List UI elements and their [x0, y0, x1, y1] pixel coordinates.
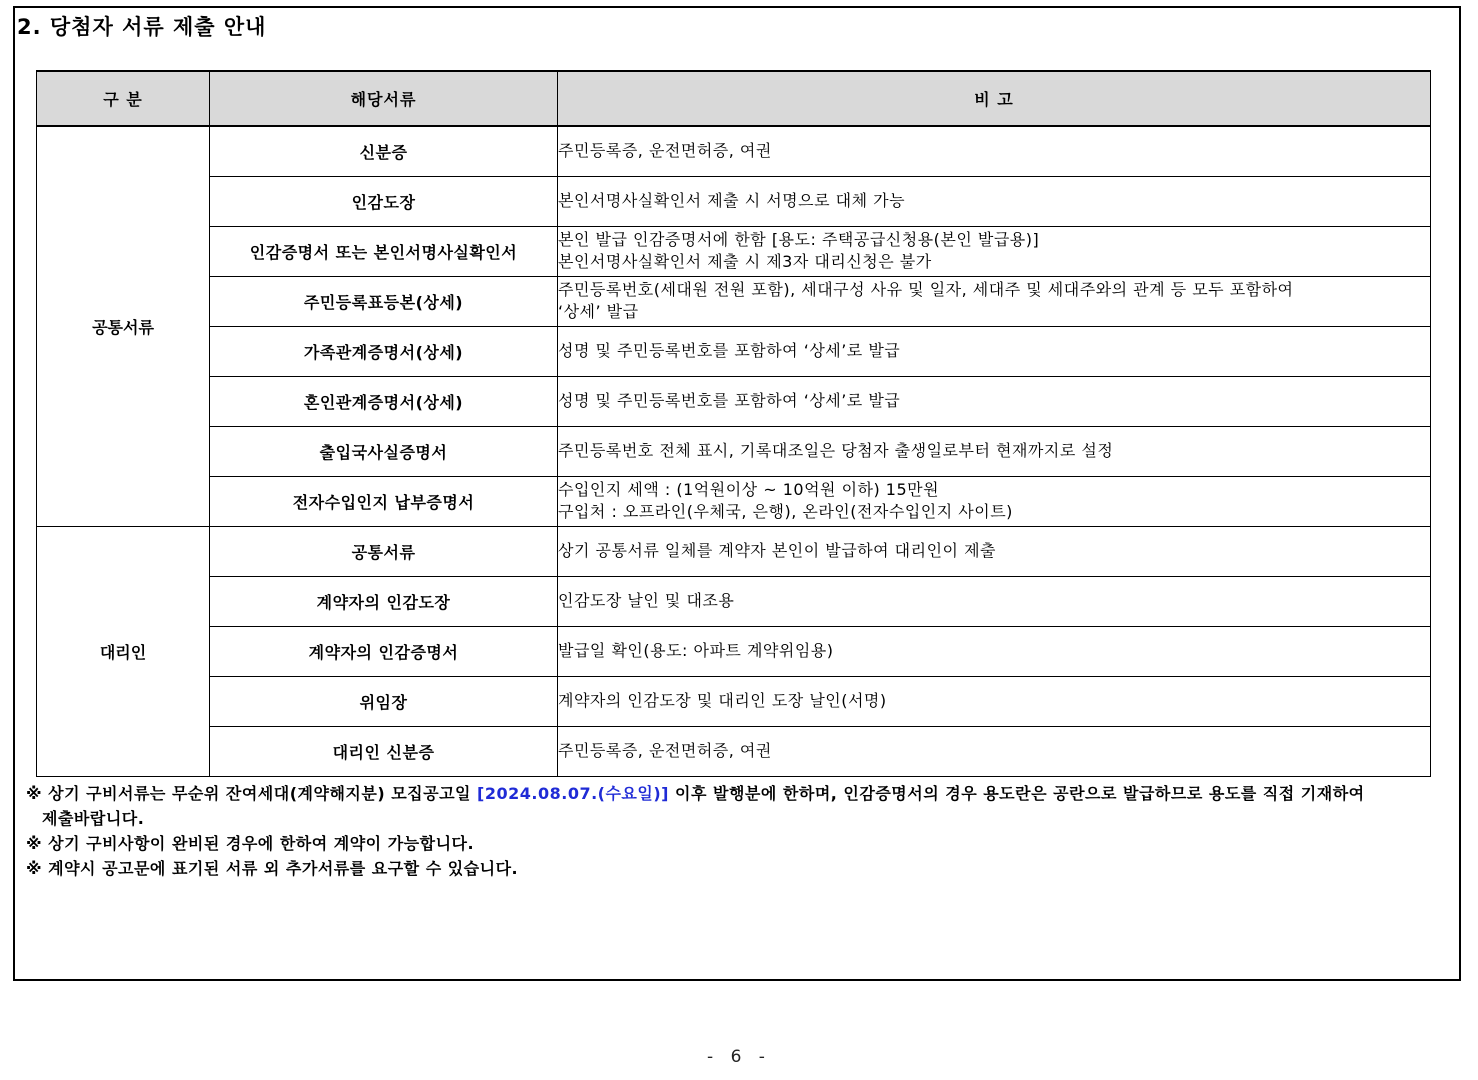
remarks-line: 발급일 확인(용도: 아파트 계약위임용) — [558, 641, 834, 660]
document-name-cell: 위임장 — [210, 676, 558, 726]
note-line-1: ※ 상기 구비서류는 무순위 잔여세대(계약해지분) 모집공고일 [2024.08.07.(수요일)] 이후 발행분에 한하며, 인감증명서의 경우 용도란은 공란으로 발급하므로 용도를 직접 기재하여 — [26, 784, 1365, 803]
page-number: - 6 - — [707, 1047, 771, 1067]
table-header-row — [37, 71, 1431, 126]
document-name-cell: 대리인 신분증 — [210, 726, 558, 776]
document-name-cell: 계약자의 인감도장 — [210, 576, 558, 626]
document-name-cell: 계약자의 인감증명서 — [210, 626, 558, 676]
remarks-line: 주민등록번호(세대원 전원 포함), 세대구성 사유 및 일자, 세대주 및 세대주와의 관계 등 모두 포함하여 — [558, 280, 1294, 299]
remarks-line: 인감도장 날인 및 대조용 — [558, 591, 735, 610]
table-row — [37, 426, 1431, 476]
document-name-cell: 인감증명서 또는 본인서명사실확인서 — [210, 226, 558, 276]
document-name-cell: 공통서류 — [210, 526, 558, 576]
remarks-cell — [558, 226, 1431, 276]
header-category: 구 분 — [37, 71, 210, 126]
remarks-line: 본인 발급 인감증명서에 한함 [용도: 주택공급신청용(본인 발급용)] — [558, 230, 1040, 249]
remarks-cell — [558, 326, 1431, 376]
document-name-cell: 가족관계증명서(상세) — [210, 326, 558, 376]
table-row — [37, 176, 1431, 226]
remarks-cell — [558, 476, 1431, 526]
header-remarks: 비 고 — [558, 71, 1431, 126]
section-title: 2. 당첨자 서류 제출 안내 — [17, 15, 267, 39]
table-row — [37, 126, 1431, 176]
table-body — [37, 126, 1431, 776]
header-document: 해당서류 — [210, 71, 558, 126]
document-name-cell: 주민등록표등본(상세) — [210, 276, 558, 326]
remarks-line: 상기 공통서류 일체를 계약자 본인이 발급하여 대리인이 제출 — [558, 541, 997, 560]
remarks-line: 주민등록증, 운전면허증, 여권 — [558, 741, 772, 760]
document-name-cell: 출입국사실증명서 — [210, 426, 558, 476]
table-row — [37, 576, 1431, 626]
remarks-line: 성명 및 주민등록번호를 포함하여 ‘상세’로 발급 — [558, 391, 901, 410]
note-line-3: ※ 계약시 공고문에 표기된 서류 외 추가서류를 요구할 수 있습니다. — [26, 859, 519, 878]
category-cell: 대리인 — [37, 526, 210, 776]
remarks-cell — [558, 626, 1431, 676]
remarks-line: 계약자의 인감도장 및 대리인 도장 날인(서명) — [558, 691, 887, 710]
note-line-1-cont: 제출바랍니다. — [42, 809, 145, 828]
remarks-line: 주민등록증, 운전면허증, 여권 — [558, 141, 772, 161]
table-row — [37, 326, 1431, 376]
notes-block — [26, 781, 1446, 881]
remarks-line: 성명 및 주민등록번호를 포함하여 ‘상세’로 발급 — [558, 341, 901, 360]
documents-table — [36, 70, 1431, 777]
remarks-cell — [558, 126, 1431, 176]
document-name-cell: 인감도장 — [210, 176, 558, 226]
document-name-cell: 신분증 — [210, 126, 558, 176]
remarks-line: ‘상세’ 발급 — [558, 302, 639, 321]
table-row — [37, 626, 1431, 676]
remarks-cell — [558, 176, 1431, 226]
remarks-line: 본인서명사실확인서 제출 시 제3자 대리신청은 불가 — [558, 252, 932, 271]
table-row — [37, 526, 1431, 576]
category-cell: 공통서류 — [37, 126, 210, 526]
remarks-cell — [558, 276, 1431, 326]
remarks-cell — [558, 676, 1431, 726]
table-row — [37, 276, 1431, 326]
announcement-date: [2024.08.07.(수요일)] — [477, 784, 669, 803]
remarks-cell — [558, 426, 1431, 476]
document-frame — [13, 6, 1461, 981]
remarks-line: 본인서명사실확인서 제출 시 서명으로 대체 가능 — [558, 191, 906, 210]
table-row — [37, 676, 1431, 726]
table-row — [37, 476, 1431, 526]
remarks-cell — [558, 726, 1431, 776]
document-name-cell: 혼인관계증명서(상세) — [210, 376, 558, 426]
remarks-line: 구입처 : 오프라인(우체국, 은행), 온라인(전자수입인지 사이트) — [558, 502, 1013, 521]
document-name-cell: 전자수입인지 납부증명서 — [210, 476, 558, 526]
remarks-line: 주민등록번호 전체 표시, 기록대조일은 당첨자 출생일로부터 현재까지로 설정 — [558, 441, 1114, 460]
table-row — [37, 226, 1431, 276]
remarks-cell — [558, 576, 1431, 626]
remarks-line: 수입인지 세액 : (1억원이상 ~ 10억원 이하) 15만원 — [558, 480, 940, 499]
table-row — [37, 376, 1431, 426]
remarks-cell — [558, 376, 1431, 426]
note-line-2: ※ 상기 구비사항이 완비된 경우에 한하여 계약이 가능합니다. — [26, 834, 475, 853]
table-row — [37, 726, 1431, 776]
remarks-cell — [558, 526, 1431, 576]
